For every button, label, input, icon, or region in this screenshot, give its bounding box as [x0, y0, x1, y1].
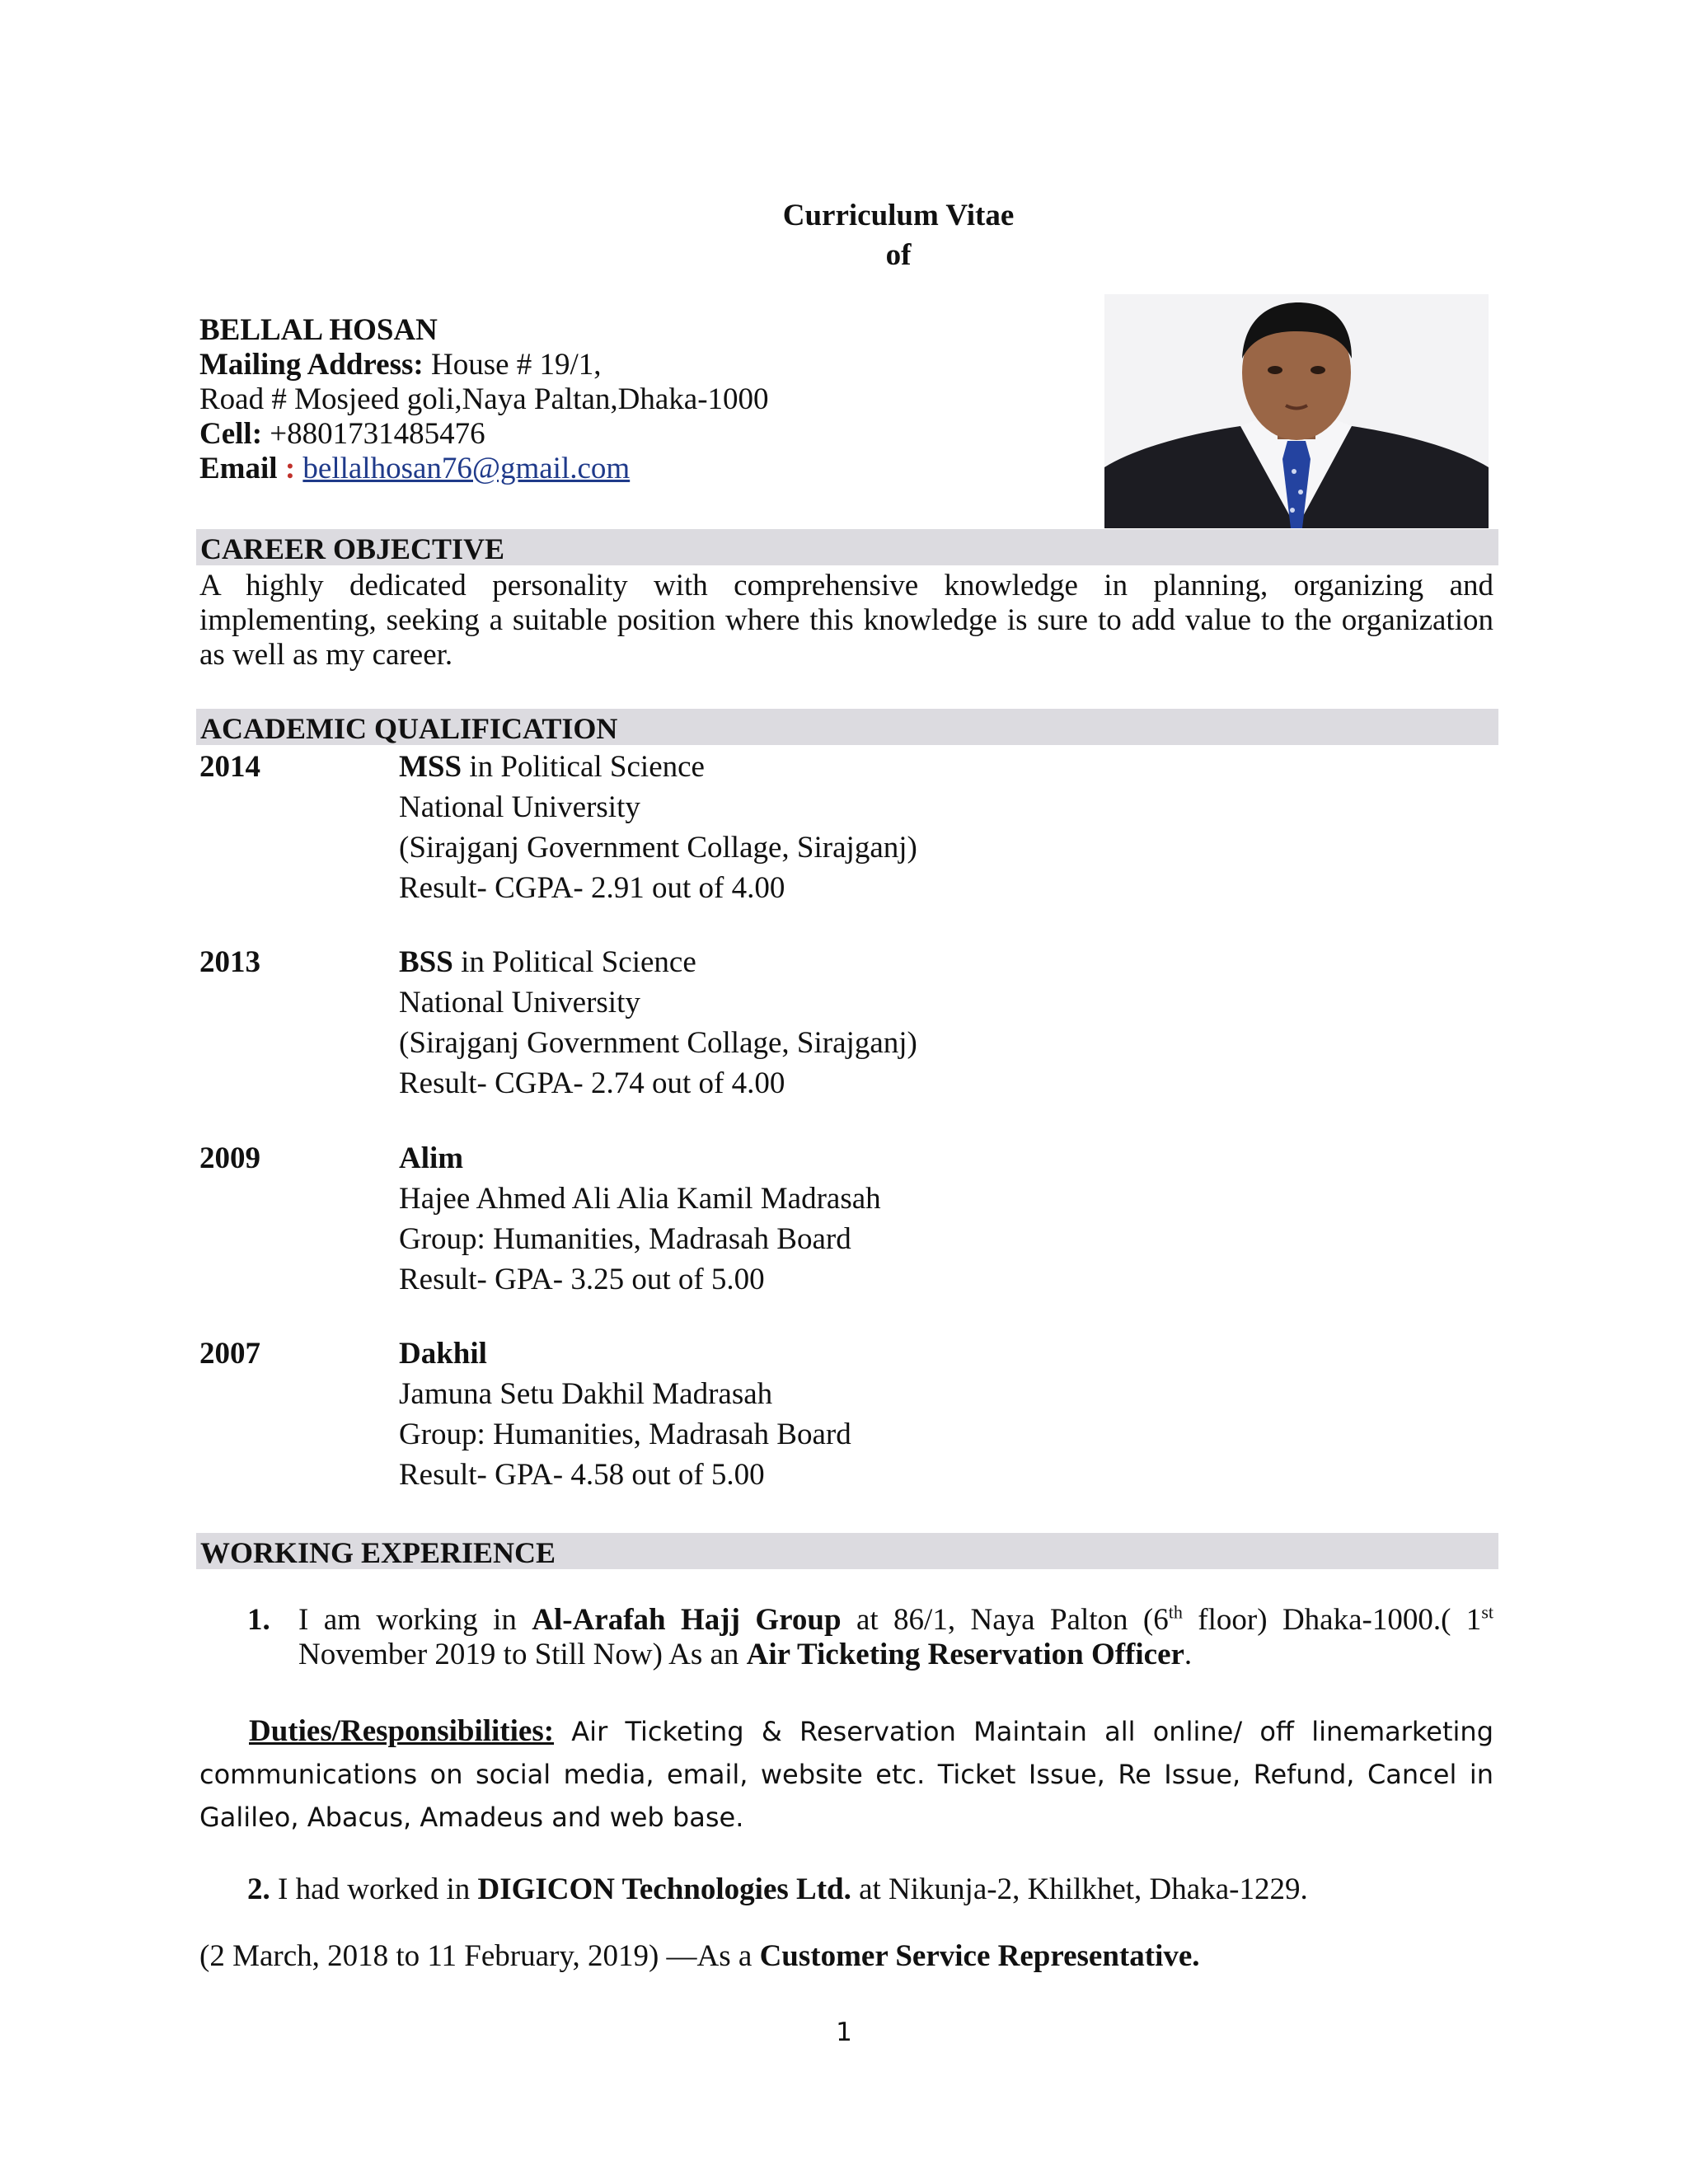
- academic-detail: (Sirajganj Government Collage, Sirajganj): [399, 1026, 917, 1060]
- academic-degree: BSS in Political Science: [399, 945, 696, 979]
- academic-institution: Hajee Ahmed Ali Alia Kamil Madrasah: [399, 1182, 881, 1216]
- cell-value: +8801731485476: [262, 417, 485, 451]
- mailing-line1: House # 19/1,: [423, 348, 602, 382]
- academic-degree: MSS in Political Science: [399, 750, 705, 784]
- academic-institution: National University: [399, 790, 640, 824]
- candidate-name: BELLAL HOSAN: [199, 313, 438, 347]
- section-academic-qualification: ACADEMIC QUALIFICATION: [196, 709, 1498, 745]
- profile-photo-illustration: [1104, 294, 1489, 528]
- mailing-address: [199, 348, 1090, 382]
- academic-result: Result- CGPA- 2.74 out of 4.00: [399, 1066, 785, 1100]
- academic-detail: Group: Humanities, Madrasah Board: [399, 1222, 851, 1256]
- email-label: Email: [199, 452, 278, 485]
- academic-institution: National University: [399, 986, 640, 1019]
- experience-item-2-period: (2 March, 2018 to 11 February, 2019) —As a Customer Service Representative.: [199, 1939, 1200, 1973]
- duties-label: Duties/Responsibilities:: [249, 1714, 555, 1748]
- academic-result: Result- GPA- 3.25 out of 5.00: [399, 1263, 765, 1296]
- experience-item-2: 2. I had worked in DIGICON Technologies Ltd. at Nikunja-2, Khilkhet, Dhaka-1229.: [247, 1872, 1308, 1906]
- document-title-of: of: [885, 238, 912, 272]
- cell-row: [199, 417, 1090, 452]
- academic-detail: Group: Humanities, Madrasah Board: [399, 1418, 851, 1451]
- email-colon: :: [277, 452, 296, 485]
- academic-degree: Alim: [399, 1141, 464, 1175]
- academic-year: 2009: [199, 1141, 260, 1175]
- cell-label: Cell:: [199, 417, 263, 451]
- email-row: [199, 452, 1090, 486]
- page-number: 1: [836, 2018, 852, 2047]
- academic-institution: Jamuna Setu Dakhil Madrasah: [399, 1377, 773, 1411]
- mailing-label: Mailing Address:: [199, 348, 424, 382]
- section-working-experience: WORKING EXPERIENCE: [196, 1533, 1498, 1569]
- experience-number: 1.: [247, 1603, 270, 1637]
- section-career-objective: CAREER OBJECTIVE: [196, 529, 1498, 565]
- profile-photo: [1104, 294, 1489, 528]
- academic-result: Result- CGPA- 2.91 out of 4.00: [399, 871, 785, 905]
- experience-text: I am working in Al-Arafah Hajj Group at 86/1, Naya Palton (6th floor) Dhaka-1000.( 1st November 2019 to Still Now) As an Air Ticketing Reservation Officer.: [298, 1601, 1493, 1671]
- email-link[interactable]: bellalhosan76@gmail.com: [302, 452, 631, 485]
- academic-year: 2014: [199, 750, 260, 784]
- mailing-line2: Road # Mosjeed goli,Naya Paltan,Dhaka-1000: [199, 382, 769, 416]
- contact-block: [199, 313, 1090, 486]
- academic-degree: Dakhil: [399, 1337, 487, 1371]
- academic-year: 2013: [199, 945, 260, 979]
- academic-year: 2007: [199, 1337, 260, 1371]
- career-objective-text: A highly dedicated personality with comprehensive knowledge in planning, organizing and implementing, seeking a suitable position where this knowledge is sure to add value to the organization as well as my career.: [199, 569, 1493, 672]
- duties-paragraph: [199, 1710, 1493, 1839]
- academic-detail: (Sirajganj Government Collage, Sirajganj): [399, 831, 917, 865]
- academic-result: Result- GPA- 4.58 out of 5.00: [399, 1458, 765, 1492]
- duties-text: Air Ticketing & Reservation Maintain all online/ off linemarketing communications on social media, email, website etc. Ticket Issue, Re Issue, Refund, Cancel in Galileo, Abacus, Amadeus and web base.: [199, 1716, 1493, 1833]
- document-title: Curriculum Vitae: [782, 199, 1015, 232]
